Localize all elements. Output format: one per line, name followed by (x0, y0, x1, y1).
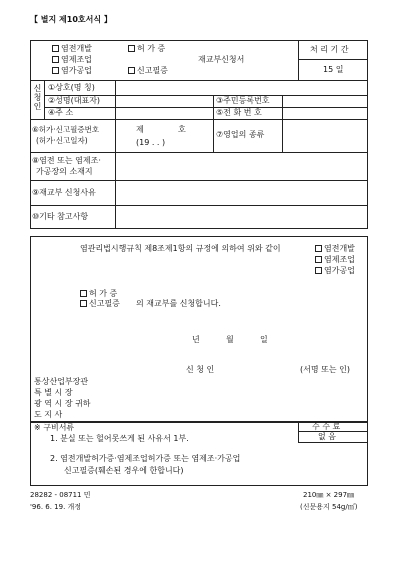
date-month: 월 (226, 335, 234, 344)
form-title: 재교부신청서 (198, 55, 245, 64)
statement-option-proc[interactable]: 염가공업 (315, 267, 355, 275)
option-salt-mfg[interactable]: 염제조업 (52, 56, 92, 64)
form-number-label: 【 별지 제10호서식 】 (30, 15, 112, 24)
option-salt-processing[interactable]: 염가공업 (52, 67, 92, 75)
permit-number-label: ⑥허가·신고필증번호 (32, 125, 100, 134)
location-field[interactable] (116, 153, 367, 179)
doc-option-permit[interactable]: 허 가 증 (80, 290, 117, 298)
revision-date: '96. 6. 19. 개정 (30, 503, 82, 511)
applicant-signature-label: 신 청 인 (186, 365, 215, 374)
reissue-reason-field[interactable] (116, 181, 367, 204)
date-day: 일 (260, 335, 268, 344)
statement-option-mfg[interactable]: 염제조업 (315, 256, 355, 264)
required-document-2: 2. 염전개발허가증·염제조업허가증 또는 염제조·가공업 (50, 454, 241, 463)
business-type-field[interactable] (283, 120, 367, 151)
paper-type: (신문용지 54g/㎡) (300, 503, 358, 511)
remarks-label: ⑩기타 참고사항 (32, 212, 89, 221)
required-documents-title: ※ 구비서류 (34, 423, 75, 432)
statement-text: 염관리법시행규칙 제8조제1항의 규정에 의하여 위와 같이 (80, 244, 281, 253)
date-year: 년 (192, 335, 200, 344)
fee-label: 수 수 료 (312, 422, 341, 431)
form-code: 28282 - 08711 민 (30, 491, 91, 499)
permit-no-suffix: 호 (178, 125, 186, 134)
option-report-cert[interactable]: 신고필증 (128, 67, 168, 75)
signature-field[interactable] (220, 362, 298, 376)
resident-number-field[interactable] (283, 96, 367, 106)
statement-option-dev[interactable]: 염전개발 (315, 245, 355, 253)
address-field[interactable] (116, 108, 212, 118)
processing-period-value: 15 일 (323, 65, 344, 74)
location-label-line2: 가공장의 소재지 (36, 167, 93, 176)
addressee-special-city: 특 별 시 장 (34, 388, 73, 397)
request-text: 의 재교부를 신청합니다. (136, 299, 221, 308)
representative-name-field[interactable] (116, 96, 212, 106)
remarks-field[interactable] (116, 206, 367, 228)
company-name-field[interactable] (116, 81, 367, 94)
applicant-side-label: 신청인 (33, 84, 42, 111)
location-label: ⑧염전 또는 염제조· (32, 156, 101, 165)
reissue-reason-label: ⑨재교부 신청사유 (32, 188, 96, 197)
doc-option-report[interactable]: 신고필증 (80, 300, 120, 308)
required-document-1: 1. 분실 또는 헐어못쓰게 된 사유서 1부. (50, 434, 189, 443)
paper-size: 210㎜ × 297㎜ (303, 491, 355, 499)
required-document-2-cont: 신고필증(훼손된 경우에 한합니다) (64, 466, 184, 475)
addressee-metro-city: 광 역 시 장 귀하 (34, 399, 91, 408)
permit-date-text: (19 . . ) (136, 138, 166, 147)
address-label: ④주 소 (48, 108, 74, 117)
phone-number-label: ⑤전 화 번 호 (216, 108, 262, 117)
option-permit[interactable]: 허 가 증 (128, 45, 165, 53)
representative-name-label: ②성명(대표자) (48, 96, 101, 105)
permit-no-prefix: 제 (136, 125, 144, 134)
processing-period-label: 처 리 기 간 (310, 45, 349, 54)
addressee-province: 도 지 사 (34, 410, 63, 419)
business-type-label: ⑦영업의 종류 (216, 130, 265, 139)
permit-date-label: (허가·신고일자) (36, 136, 88, 145)
resident-number-label: ③주민등록번호 (216, 96, 270, 105)
addressee-minister: 통상산업부장관 (34, 377, 89, 386)
signature-label: (서명 또는 인) (300, 365, 350, 374)
option-salt-field-dev[interactable]: 염전개발 (52, 45, 92, 53)
company-name-label: ①상호(명 칭) (48, 83, 95, 92)
phone-number-field[interactable] (283, 108, 367, 118)
fee-value: 없 음 (318, 432, 336, 441)
